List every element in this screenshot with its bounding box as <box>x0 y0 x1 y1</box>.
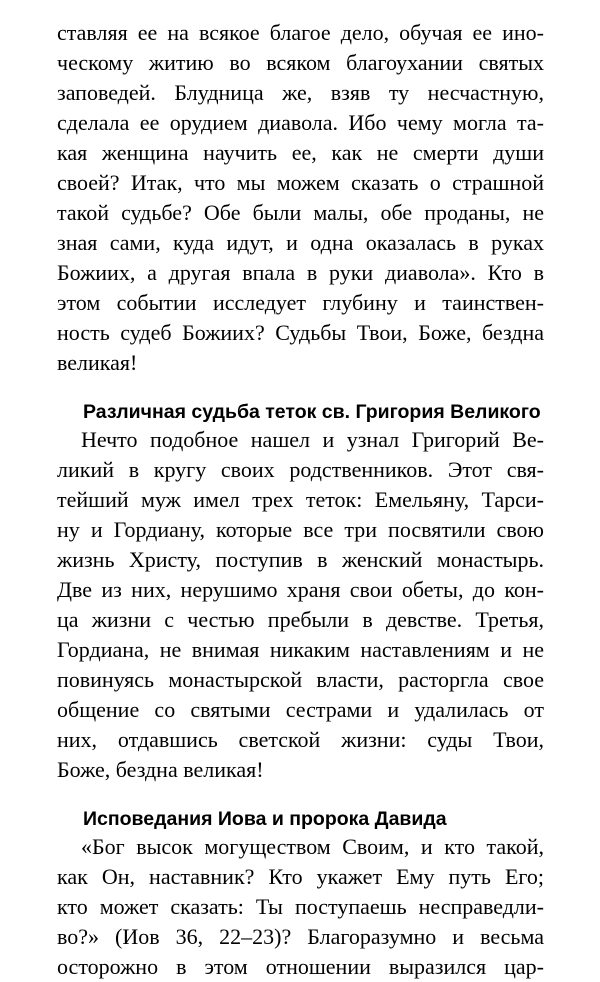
text-line: кая женщина научить ее, как не смерти души <box>57 140 544 165</box>
text-line: этом событии исследует глубину и таинствен- <box>57 290 544 315</box>
text-line: ликий в кругу своих родственников. Этот свя- <box>57 457 544 482</box>
text-line: тейший муж имел трех теток: Емельяну, Тарси- <box>57 487 544 512</box>
text-line: такой судьбе? Обе были малы, обе проданы, не <box>57 200 544 225</box>
section-heading: Различная судьба теток св. Григория Великого <box>83 401 541 423</box>
text-line: Нечто подобное нашел и узнал Григорий Ве- <box>81 427 544 452</box>
text-line: «Бог высок могуществом Своим, и кто такой, <box>81 834 544 859</box>
section-heading: Исповедания Иова и пророка Давида <box>83 808 447 830</box>
text-line: своей? Итак, что мы можем сказать о страшной <box>57 170 544 195</box>
text-line: как Он, наставник? Кто укажет Ему путь Его; <box>57 864 544 889</box>
text-line: них, отдавшись светской жизни: суды Твои, <box>57 727 544 752</box>
text-line: ца жизни с честью пребыли в девстве. Третья, <box>57 607 544 632</box>
text-line: ческому житию во всяком благоухании святых <box>57 50 544 75</box>
text-line: жизнь Христу, поступив в женский монастырь. <box>57 547 544 572</box>
text-line: заповедей. Блудница же, взяв ту несчастную, <box>57 80 544 105</box>
text-line: осторожно в этом отношении выразился цар- <box>57 954 544 979</box>
text-line: повинуясь монастырской власти, расторгла свое <box>57 667 544 692</box>
text-line: общение со святыми сестрами и удалилась от <box>57 697 544 722</box>
text-line: Божиих, а другая впала в руки диавола». Кто в <box>57 260 544 285</box>
text-line: Две из них, нерушимо храня свои обеты, до кон- <box>57 577 544 602</box>
text-line: сделала ее орудием диавола. Ибо чему могла та- <box>57 110 544 135</box>
text-line: великая! <box>57 350 138 375</box>
text-line: ставляя ее на всякое благое дело, обучая ее ино- <box>57 20 544 45</box>
text-line: ну и Гордиану, которые все три посвятили свою <box>57 517 544 542</box>
text-line: зная сами, куда идут, и одна оказалась в руках <box>57 230 544 255</box>
text-line: во?» (Иов 36, 22–23)? Благоразумно и весьма <box>57 924 544 949</box>
text-line: кто может сказать: Ты поступаешь несправедли- <box>57 894 544 919</box>
text-line: ность судеб Божиих? Судьбы Твои, Боже, бездна <box>57 320 544 345</box>
text-line: Боже, бездна великая! <box>57 757 264 782</box>
text-line: Гордиана, не внимая никаким наставлениям и не <box>57 637 544 662</box>
